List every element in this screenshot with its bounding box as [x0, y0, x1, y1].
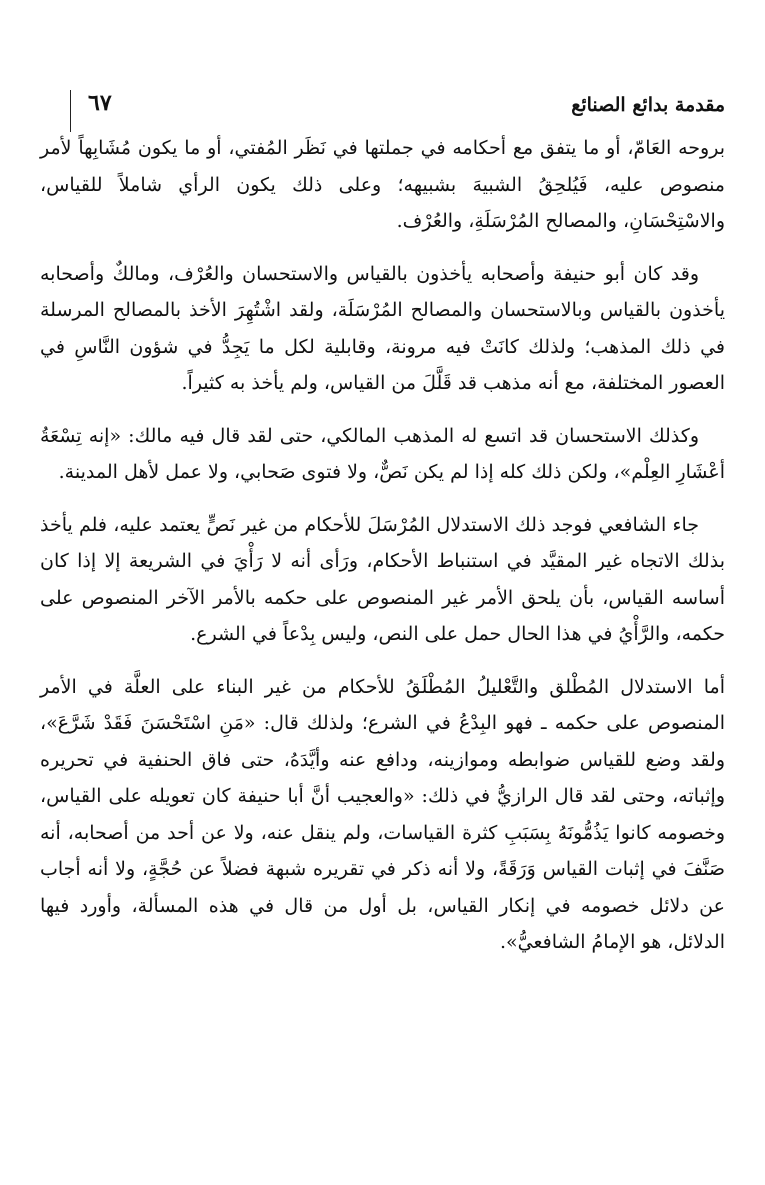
page-header	[70, 76, 725, 126]
paragraph: بروحه العَامّ، أو ما يتفق مع أحكامه في جملتها في نَظَر المُفتي، أو ما يكون مُشَابِهاً لأمر منصوص عليه، فَيُلحِقُ الشبيهَ بشبيهه؛ وعلى ذلك يكون الرأي شاملاً للقياس، والاسْتِحْسَانِ، والمصالح المُرْسَلَةِ، والعُرْف.	[40, 137, 725, 232]
running-title: مقدمة بدائع الصنائع	[571, 94, 725, 116]
page-number: ٦٧	[88, 90, 112, 116]
paragraph: جاء الشافعي فوجد ذلك الاستدلال المُرْسَلَ للأحكام من غير نَصٍّ يعتمد عليه، فلم يأخذ بذلك الاتجاه غير المقيَّد في استنباط الأحكام، ورَأى أنه لا رَأْيَ في الشريعة إلا إذا كان أساسه القياس، بأن يلحق الأمر غير المنصوص على حكمه بالأمر الآخر المنصوص على حكمه، والرَّأْيُ في هذا الحال حمل على النص، وليس بِدْعاً في الشرع.	[40, 513, 725, 645]
paragraph: وكذلك الاستحسان قد اتسع له المذهب المالكي، حتى لقد قال فيه مالك: «إنه تِسْعَةُ أعْشَارِ العِلْم»، ولكن ذلك كله إذا لم يكن نَصٌّ، ولا فتوى صَحابي، ولا عمل لأهل المدينة.	[40, 424, 725, 483]
body-text	[40, 130, 725, 977]
paragraph: أما الاستدلال المُطْلق والتَّعْليلُ المُطْلَقُ للأحكام من غير البناء على العلَّة في الأمر المنصوص على حكمه ـ فهو البِدْعُ في الشرع؛ ولذلك قال: «مَنِ اسْتَحْسَنَ فَقَدْ شَرَّعَ»، ولقد وضع للقياس ضوابطه وموازينه، ودافع عنه وأيَّدَهُ، حتى فاق الحنفية في تحريره وإثباته، وحتى لقد قال الرازيُّ في ذلك: «والعجيب أنَّ أبا حنيفة كان تعويله على القياس، وخصومه كانوا يَذُمُّونَهُ بِسَبَبِ كثرة القياسات، ولم ينقل عنه، ولا عن أحد من أصحابه، أنه صَنَّفَ في إثبات القياس وَرَقَةً، ولا أنه ذكر في تقريره شبهة فضلاً عن حُجَّةٍ، ولا أنه أجاب عن دلائل خصومه في إنكار القياس، بل أول من قال في هذه المسألة، وأورد فيها الدلائل، هو الإمامُ الشافعيُّ».	[40, 675, 725, 953]
paragraph: وقد كان أبو حنيفة وأصحابه يأخذون بالقياس والاستحسان والعُرْف، ومالكٌ وأصحابه يأخذون بالقياس وبالاستحسان والمصالح المُرْسَلَة، ولقد اشْتُهِرَ الأخذ بالمصالح المرسلة في ذلك المذهب؛ ولذلك كانَتْ فيه مرونة، وقابلية لكل ما يَجِدُّ في شؤون النَّاسِ في العصور المختلفة، مع أنه مذهب قد قَلَّلَ من القياس، ولم يأخذ به كثيراً.	[40, 262, 725, 394]
header-divider	[70, 90, 71, 132]
